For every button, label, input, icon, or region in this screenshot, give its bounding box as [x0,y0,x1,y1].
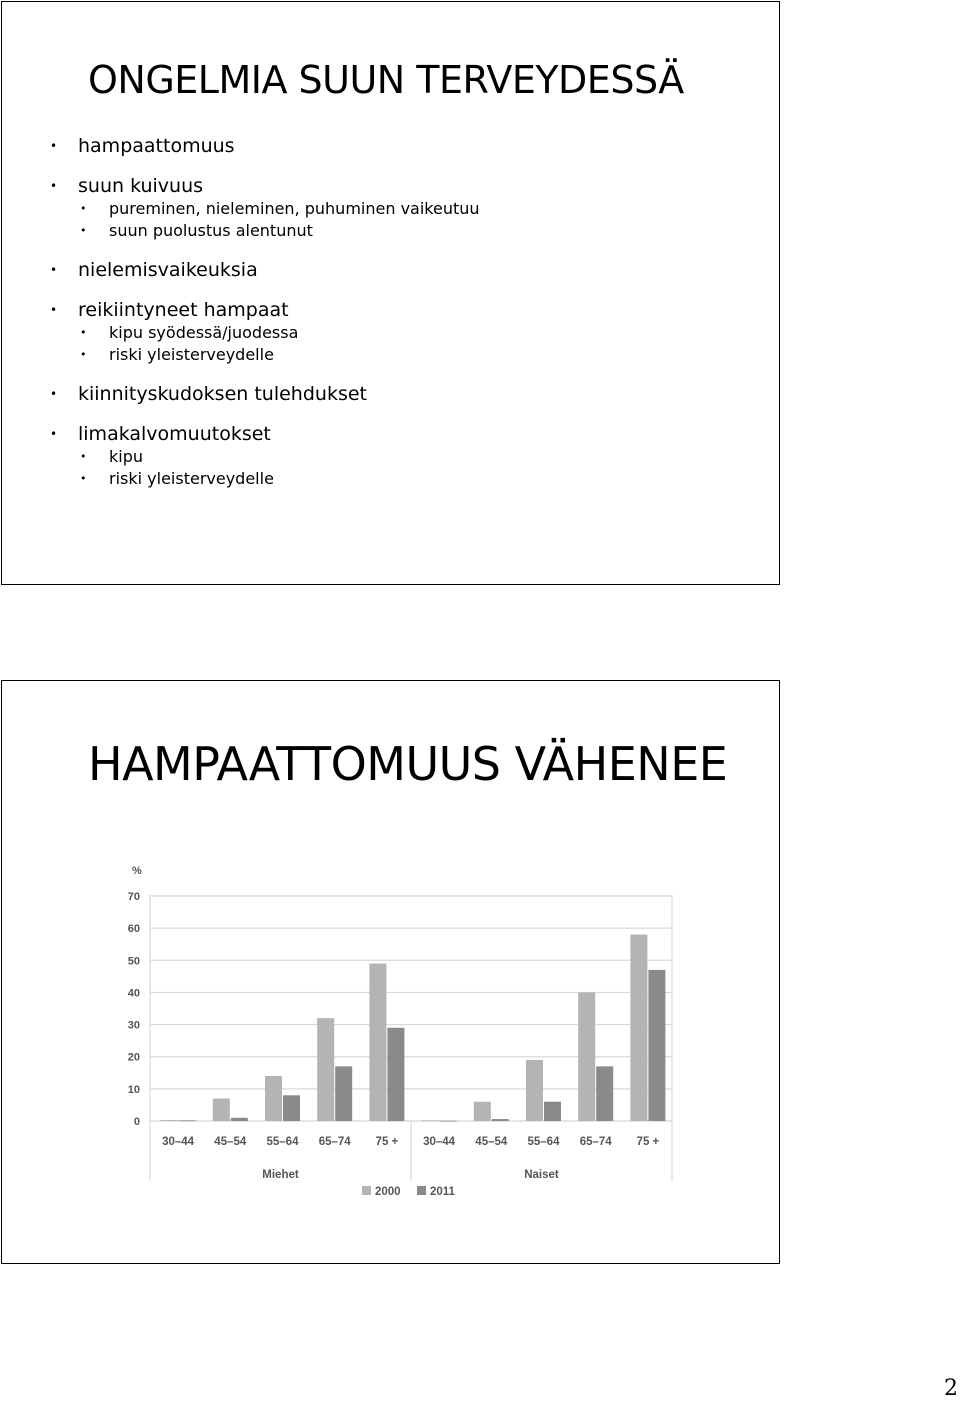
y-tick-label: 20 [127,1051,140,1064]
bar-2011 [283,1095,300,1121]
bar-2000 [526,1060,543,1121]
y-axis-label: % [132,865,142,877]
y-tick-label: 10 [127,1083,140,1096]
bar-2011 [596,1066,613,1121]
bar-2000 [474,1102,491,1121]
y-tick-label: 50 [127,955,140,968]
x-tick-label: 30–44 [162,1136,195,1148]
slide-1 [1,1,780,585]
bullet-item [50,134,750,158]
bullet-text: suun kuivuus [78,175,204,197]
x-tick-label: 55–64 [527,1136,560,1148]
sub-bullet-item: • riski yleisterveydelle [80,468,750,490]
x-tick-label: 75 + [375,1136,399,1148]
bar-2011 [492,1119,509,1121]
legend-label: 2000 [375,1186,401,1198]
x-tick-label: 45–54 [475,1136,508,1148]
bar-2011 [231,1118,248,1121]
bullet-text: reikiintyneet hampaat [78,299,289,321]
bullet-text: nielemisvaikeuksia [78,259,258,281]
sub-bullet-item: • kipu [80,446,750,468]
y-tick-label: 30 [127,1019,140,1032]
bar-2011 [335,1066,352,1121]
legend-swatch-2000 [362,1186,371,1195]
bar-2000 [213,1099,230,1122]
x-tick-label: 65–74 [579,1136,612,1148]
page-number: 2 [944,1376,958,1401]
sub-bullet-item: • suun puolustus alentunut [80,220,750,242]
y-tick-label: 60 [127,923,140,936]
bar-2000 [369,964,386,1122]
sub-bullet-item: • kipu syödessä/juodessa [80,322,750,344]
x-tick-label: 45–54 [214,1136,247,1148]
x-tick-label: 65–74 [318,1136,351,1148]
y-tick-label: 0 [133,1116,140,1128]
x-tick-label: 30–44 [423,1136,456,1148]
slide-2-title: HAMPAATTOMUUS VÄHENEE [88,737,728,791]
group-label: Miehet [262,1169,299,1181]
y-tick-label: 70 [127,891,140,903]
bullet-text: hampaattomuus [78,135,235,157]
bullet-item [50,258,750,282]
bar-2000 [317,1018,334,1121]
sub-bullet-list [78,322,750,366]
sub-bullet-item: • riski yleisterveydelle [80,344,750,366]
bar-2011 [648,970,665,1121]
y-tick-label: 40 [127,987,140,1000]
sub-bullet-list [78,198,750,242]
sub-bullet-item: • pureminen, nieleminen, puhuminen vaikeutuu [80,198,750,220]
sub-bullet-list [78,446,750,490]
legend-swatch-2011 [417,1186,426,1195]
bar-chart [112,841,682,1201]
bar-2000 [578,992,595,1121]
bar-2000 [265,1076,282,1121]
bar-2011 [440,1121,457,1122]
bar-2011 [179,1120,196,1121]
bar-2000 [630,935,647,1121]
bullet-list [50,134,750,490]
bullet-item [50,382,750,406]
bar-2011 [544,1102,561,1121]
bar-2000 [161,1120,178,1121]
bar-2011 [387,1028,404,1121]
slide-2 [1,680,780,1264]
bullet-text: kiinnityskudoksen tulehdukset [78,383,367,405]
group-label: Naiset [524,1169,559,1181]
bullet-item [50,422,750,490]
x-tick-label: 55–64 [266,1136,299,1148]
bar-2000 [422,1120,439,1121]
bullet-text: limakalvomuutokset [78,423,271,445]
bullet-item [50,298,750,366]
bullet-item [50,174,750,242]
x-tick-label: 75 + [636,1136,660,1148]
slide-1-title: ONGELMIA SUUN TERVEYDESSÄ [88,58,684,102]
legend-label: 2011 [430,1186,455,1198]
